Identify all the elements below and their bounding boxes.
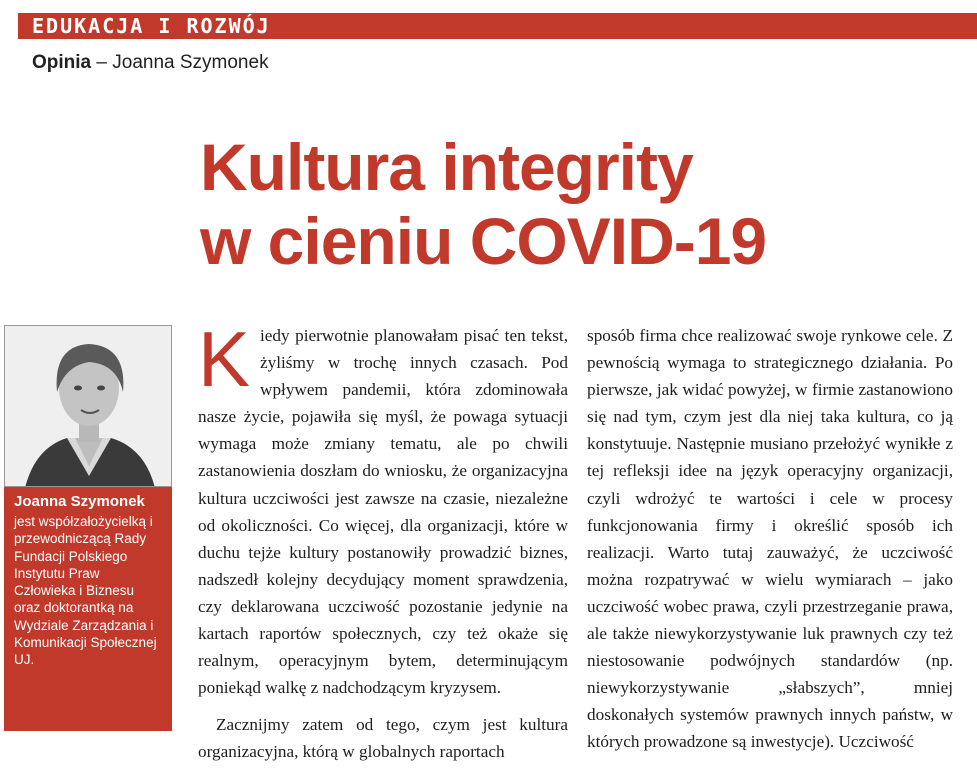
author-name: Joanna Szymonek bbox=[14, 493, 145, 510]
byline-author: Joanna Szymonek bbox=[112, 52, 269, 73]
headline-line-1: Kultura integrity bbox=[200, 130, 693, 204]
section-label: EDUKACJA I ROZWÓJ bbox=[32, 14, 271, 38]
section-bar bbox=[18, 13, 977, 39]
author-bio bbox=[4, 487, 172, 731]
article-column-1 bbox=[198, 315, 568, 766]
author-photo bbox=[4, 325, 172, 487]
author-portrait-illustration bbox=[5, 326, 172, 487]
paragraph-text: iedy pierwotnie planowałam pisać ten tekst, żyliśmy w trochę innych czasach. Pod wpływem pandemii, która zdominowała nasze życie, pojawiła się myśl, że powaga sytuacji wymaga może zmiany tematu, ale po chwili zastanowienia doszłam do wniosku, że organizacyjna kultura uczciwości jest zawsze na czasie, niezależne od okoliczności. Co więcej, dla organizacji, które w duchu tejże kultury postanowiły prowadzić biznes, nadszedł kolejny decydujący moment sprawdzenia, czy deklarowana uczciwość pozostanie jedynie na kartach raportów społecznych, czy też okaże się realnym, operacyjnym bytem, determinującym poniekąd walkę z nadchodzącym kryzysem. bbox=[198, 326, 568, 698]
paragraph: Zacznijmy zatem od tego, czym jest kultura organizacyjna, którą w globalnych raportach bbox=[198, 715, 568, 762]
headline bbox=[200, 130, 960, 278]
byline-separator: – bbox=[91, 52, 113, 73]
byline-kind: Opinia bbox=[32, 52, 92, 73]
article-column-2 bbox=[587, 322, 953, 756]
author-description: jest współzałożycielką i przewodniczącą Rady Fundacji Polskiego Instytutu Praw Człowieka i Biznesu oraz doktorantką na Wydziale Zarządzania i Komunikacji Społecznej UJ. bbox=[14, 514, 157, 668]
paragraph bbox=[198, 315, 568, 701]
byline bbox=[32, 52, 269, 74]
dropcap: K bbox=[198, 315, 251, 403]
author-box bbox=[4, 325, 172, 731]
paragraph: sposób firma chce realizować swoje rynkowe cele. Z pewnością wymaga to strategicznego działania. Po pierwsze, jak widać powyżej, w firmie zastanowiono się nad tym, czym jest dla niej taka kultura, co ją konstytuuje. Następnie musiano przełożyć wynikłe z tej refleksji idee na język operacyjny organizacji, czyli wdrożyć te wartości i cele w procesy funkcjonowania firmy i określić sposób ich realizacji. Warto tutaj zauważyć, że uczciwość można rozpatrywać w wielu wymiarach – jako uczciwość wobec prawa, czyli przestrzeganie prawa, ale także niewykorzystywanie luk prawnych czy też niestosowanie podwójnych standardów (np. niewykorzystywanie „słabszych”, mniej doskonałych systemów prawnych innych państw, w których prowadzone są inwestycje). Uczciwość bbox=[587, 326, 953, 752]
headline-line-2: w cieniu COVID-19 bbox=[200, 204, 767, 278]
